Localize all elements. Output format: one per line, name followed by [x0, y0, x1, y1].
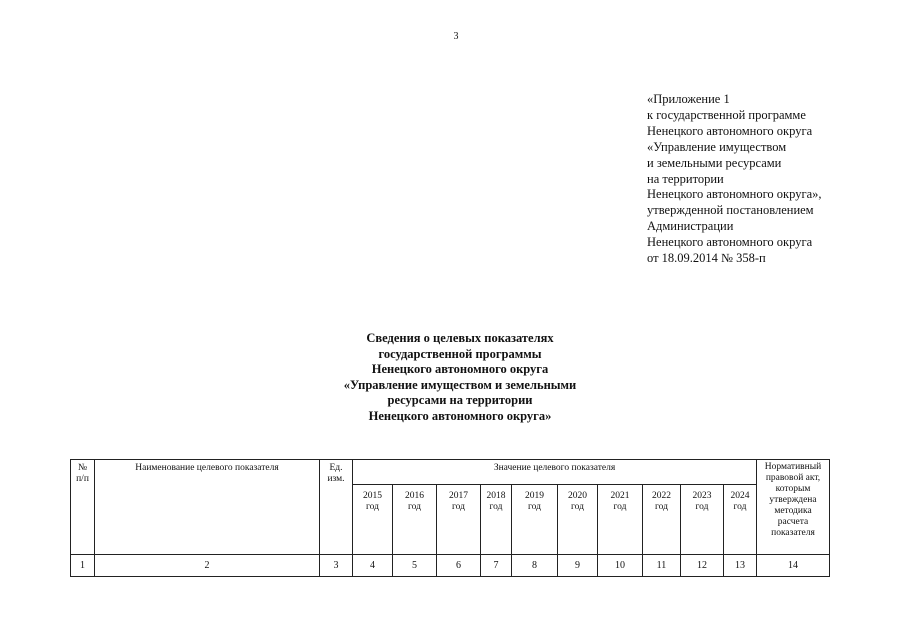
header-normative-line: утверждена	[769, 495, 817, 505]
year-unit: год	[655, 502, 668, 512]
year-unit: год	[452, 502, 465, 512]
column-number: 13	[724, 555, 757, 577]
appendix-line: к государственной программе	[647, 107, 806, 122]
appendix-line: Ненецкого автономного округа	[647, 235, 813, 250]
page-number: 3	[453, 31, 459, 42]
header-normative-act	[757, 460, 830, 555]
column-number: 12	[681, 555, 724, 577]
year-unit: год	[733, 502, 747, 512]
year-label: 2024	[730, 491, 750, 501]
header-normative-line: методика	[774, 506, 812, 516]
year-unit: год	[695, 502, 709, 512]
year-header	[512, 485, 558, 555]
header-num	[71, 460, 95, 555]
document-title	[290, 331, 630, 425]
year-unit: год	[366, 502, 379, 512]
column-number: 14	[757, 555, 830, 577]
year-label: 2016	[405, 491, 424, 501]
year-header	[353, 485, 393, 555]
title-line: Сведения о целевых показателях	[366, 331, 554, 345]
header-normative-line: которым	[775, 484, 811, 494]
column-number: 2	[95, 555, 320, 577]
appendix-line: и земельными ресурсами	[647, 155, 782, 170]
header-unit	[320, 460, 353, 555]
appendix-block	[647, 92, 897, 267]
appendix-line: на территории	[647, 171, 724, 186]
header-num-line: №	[77, 463, 88, 473]
year-unit: год	[408, 502, 421, 512]
column-number: 11	[643, 555, 681, 577]
year-unit: год	[489, 502, 503, 512]
header-normative-line: Нормативный	[764, 462, 822, 472]
column-number: 1	[71, 555, 95, 577]
column-number: 6	[437, 555, 481, 577]
title-line: Ненецкого автономного округа	[371, 362, 549, 377]
column-number: 9	[558, 555, 598, 577]
appendix-line: Ненецкого автономного округа	[647, 123, 813, 138]
year-header	[643, 485, 681, 555]
year-header	[598, 485, 643, 555]
year-unit: год	[571, 502, 584, 512]
year-header	[393, 485, 437, 555]
year-label: 2017	[449, 491, 468, 501]
title-line: ресурсами на территории	[387, 393, 533, 408]
title-line: «Управление имуществом и земельными	[343, 377, 577, 392]
year-label: 2023	[692, 491, 712, 501]
column-number: 10	[598, 555, 643, 577]
year-header	[437, 485, 481, 555]
column-number: 3	[320, 555, 353, 577]
year-header	[681, 485, 724, 555]
year-label: 2019	[525, 491, 544, 501]
appendix-line: от 18.09.2014 № 358-п	[647, 251, 766, 266]
header-normative-line: расчета	[777, 517, 809, 527]
header-value-group: Значение целевого показателя	[353, 460, 757, 485]
appendix-line: Ненецкого автономного округа»,	[647, 187, 822, 202]
year-label: 2021	[610, 491, 630, 501]
year-label: 2022	[652, 491, 671, 501]
year-header	[724, 485, 757, 555]
year-label: 2020	[568, 491, 587, 501]
header-indicator-name: Наименование целевого показателя	[95, 460, 320, 555]
appendix-line: «Управление имуществом	[647, 139, 787, 154]
year-label: 2018	[486, 491, 506, 501]
target-indicators-table	[70, 459, 830, 577]
year-header	[558, 485, 598, 555]
title-line: государственной программы	[378, 346, 542, 361]
column-number: 5	[393, 555, 437, 577]
year-unit: год	[613, 502, 627, 512]
title-line: Ненецкого автономного округа»	[368, 408, 552, 423]
header-normative-line: показателя	[771, 528, 815, 538]
column-number: 7	[481, 555, 512, 577]
appendix-line: Администрации	[647, 219, 734, 234]
year-unit: год	[528, 502, 541, 512]
appendix-line: утвержденной постановлением	[647, 203, 814, 218]
year-header	[481, 485, 512, 555]
header-num-line: п/п	[76, 474, 89, 484]
header-unit-line: изм.	[327, 474, 345, 484]
column-number: 8	[512, 555, 558, 577]
header-unit-line: Ед.	[329, 463, 343, 473]
header-normative-line: правовой акт,	[765, 473, 821, 483]
year-label: 2015	[363, 491, 382, 501]
appendix-line: «Приложение 1	[647, 92, 730, 106]
column-number: 4	[353, 555, 393, 577]
